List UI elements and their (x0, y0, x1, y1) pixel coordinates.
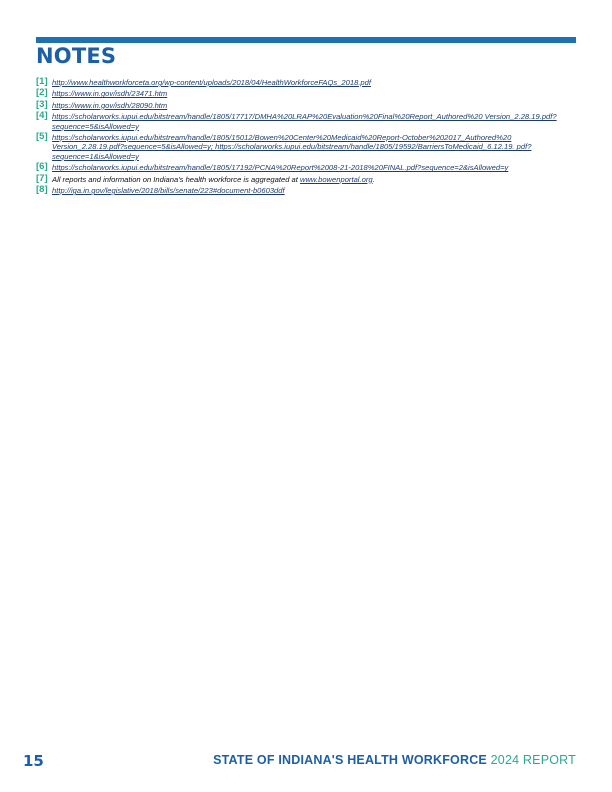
note-item (36, 98, 576, 110)
note-text: All reports and information on Indiana's health workforce is aggregated at (52, 174, 300, 184)
header-rule (36, 37, 576, 43)
note-link[interactable]: www.bowenportal.org (299, 174, 373, 184)
note-number: [1] (36, 76, 48, 87)
note-item (36, 172, 576, 184)
notes-list (36, 78, 576, 197)
footer-report-name: STATE OF INDIANA'S HEALTH WORKFORCE (213, 753, 487, 767)
note-link[interactable]: http://www.healthworkforceta.org/wp-content/uploads/2018/04/HealthWorkforceFAQs_2018.pdf (52, 78, 371, 87)
note-item (36, 163, 576, 172)
note-link[interactable]: http://iga.in.gov/legislative/2018/bills/senate/223#document-b0603ddf (52, 186, 285, 196)
note-link[interactable]: https://www.in.gov/isdh/23471.htm (52, 89, 168, 99)
note-number: [6] (36, 161, 48, 173)
footer-report-year: 2024 REPORT (490, 753, 576, 767)
note-link[interactable]: https://scholarworks.iupui.edu/bitstream/handle/1805/17717/DMHA%20LRAP%20Evaluation%20Final%20Report_Authored%20 Version_2.28.19.pdf?sequence=5&isAllowed=y (52, 112, 557, 131)
note-link[interactable]: https://scholarworks.iupui.edu/bitstream/handle/1805/15012/Bowen%20Center%20Medicaid%20Report-October%202017_Authored%20 Version_2.28.19.pdf?sequence=5&isAllowed=y; https://scholarworks.iupui.edu/bitstream/handle/1805/19592/BarriersToMedicaid_6.12.19. pdf?sequence=1&isAllowed=y (52, 133, 532, 161)
note-number: [5] (36, 131, 48, 143)
note-item (36, 133, 576, 161)
note-link[interactable]: https://scholarworks.iupui.edu/bitstream/handle/1805/17192/PCNA%20Report%2008-21-2018%20FINAL.pdf?sequence=2&isAllowed=y (52, 163, 509, 173)
page-number: 15 (23, 752, 44, 770)
note-item (36, 89, 576, 98)
note-link[interactable]: https://www.in.gov/isdh/28090.htm (52, 100, 168, 110)
note-text-suffix: . (372, 174, 375, 184)
note-number: [4] (36, 110, 48, 122)
note-number: [7] (36, 172, 48, 184)
note-item (36, 186, 576, 195)
page-title: NOTES (36, 44, 117, 68)
note-item (36, 78, 576, 87)
note-number: [3] (36, 98, 48, 110)
note-number: [8] (36, 184, 48, 196)
note-number: [2] (36, 87, 48, 99)
footer-title (213, 753, 576, 767)
note-item (36, 112, 576, 131)
